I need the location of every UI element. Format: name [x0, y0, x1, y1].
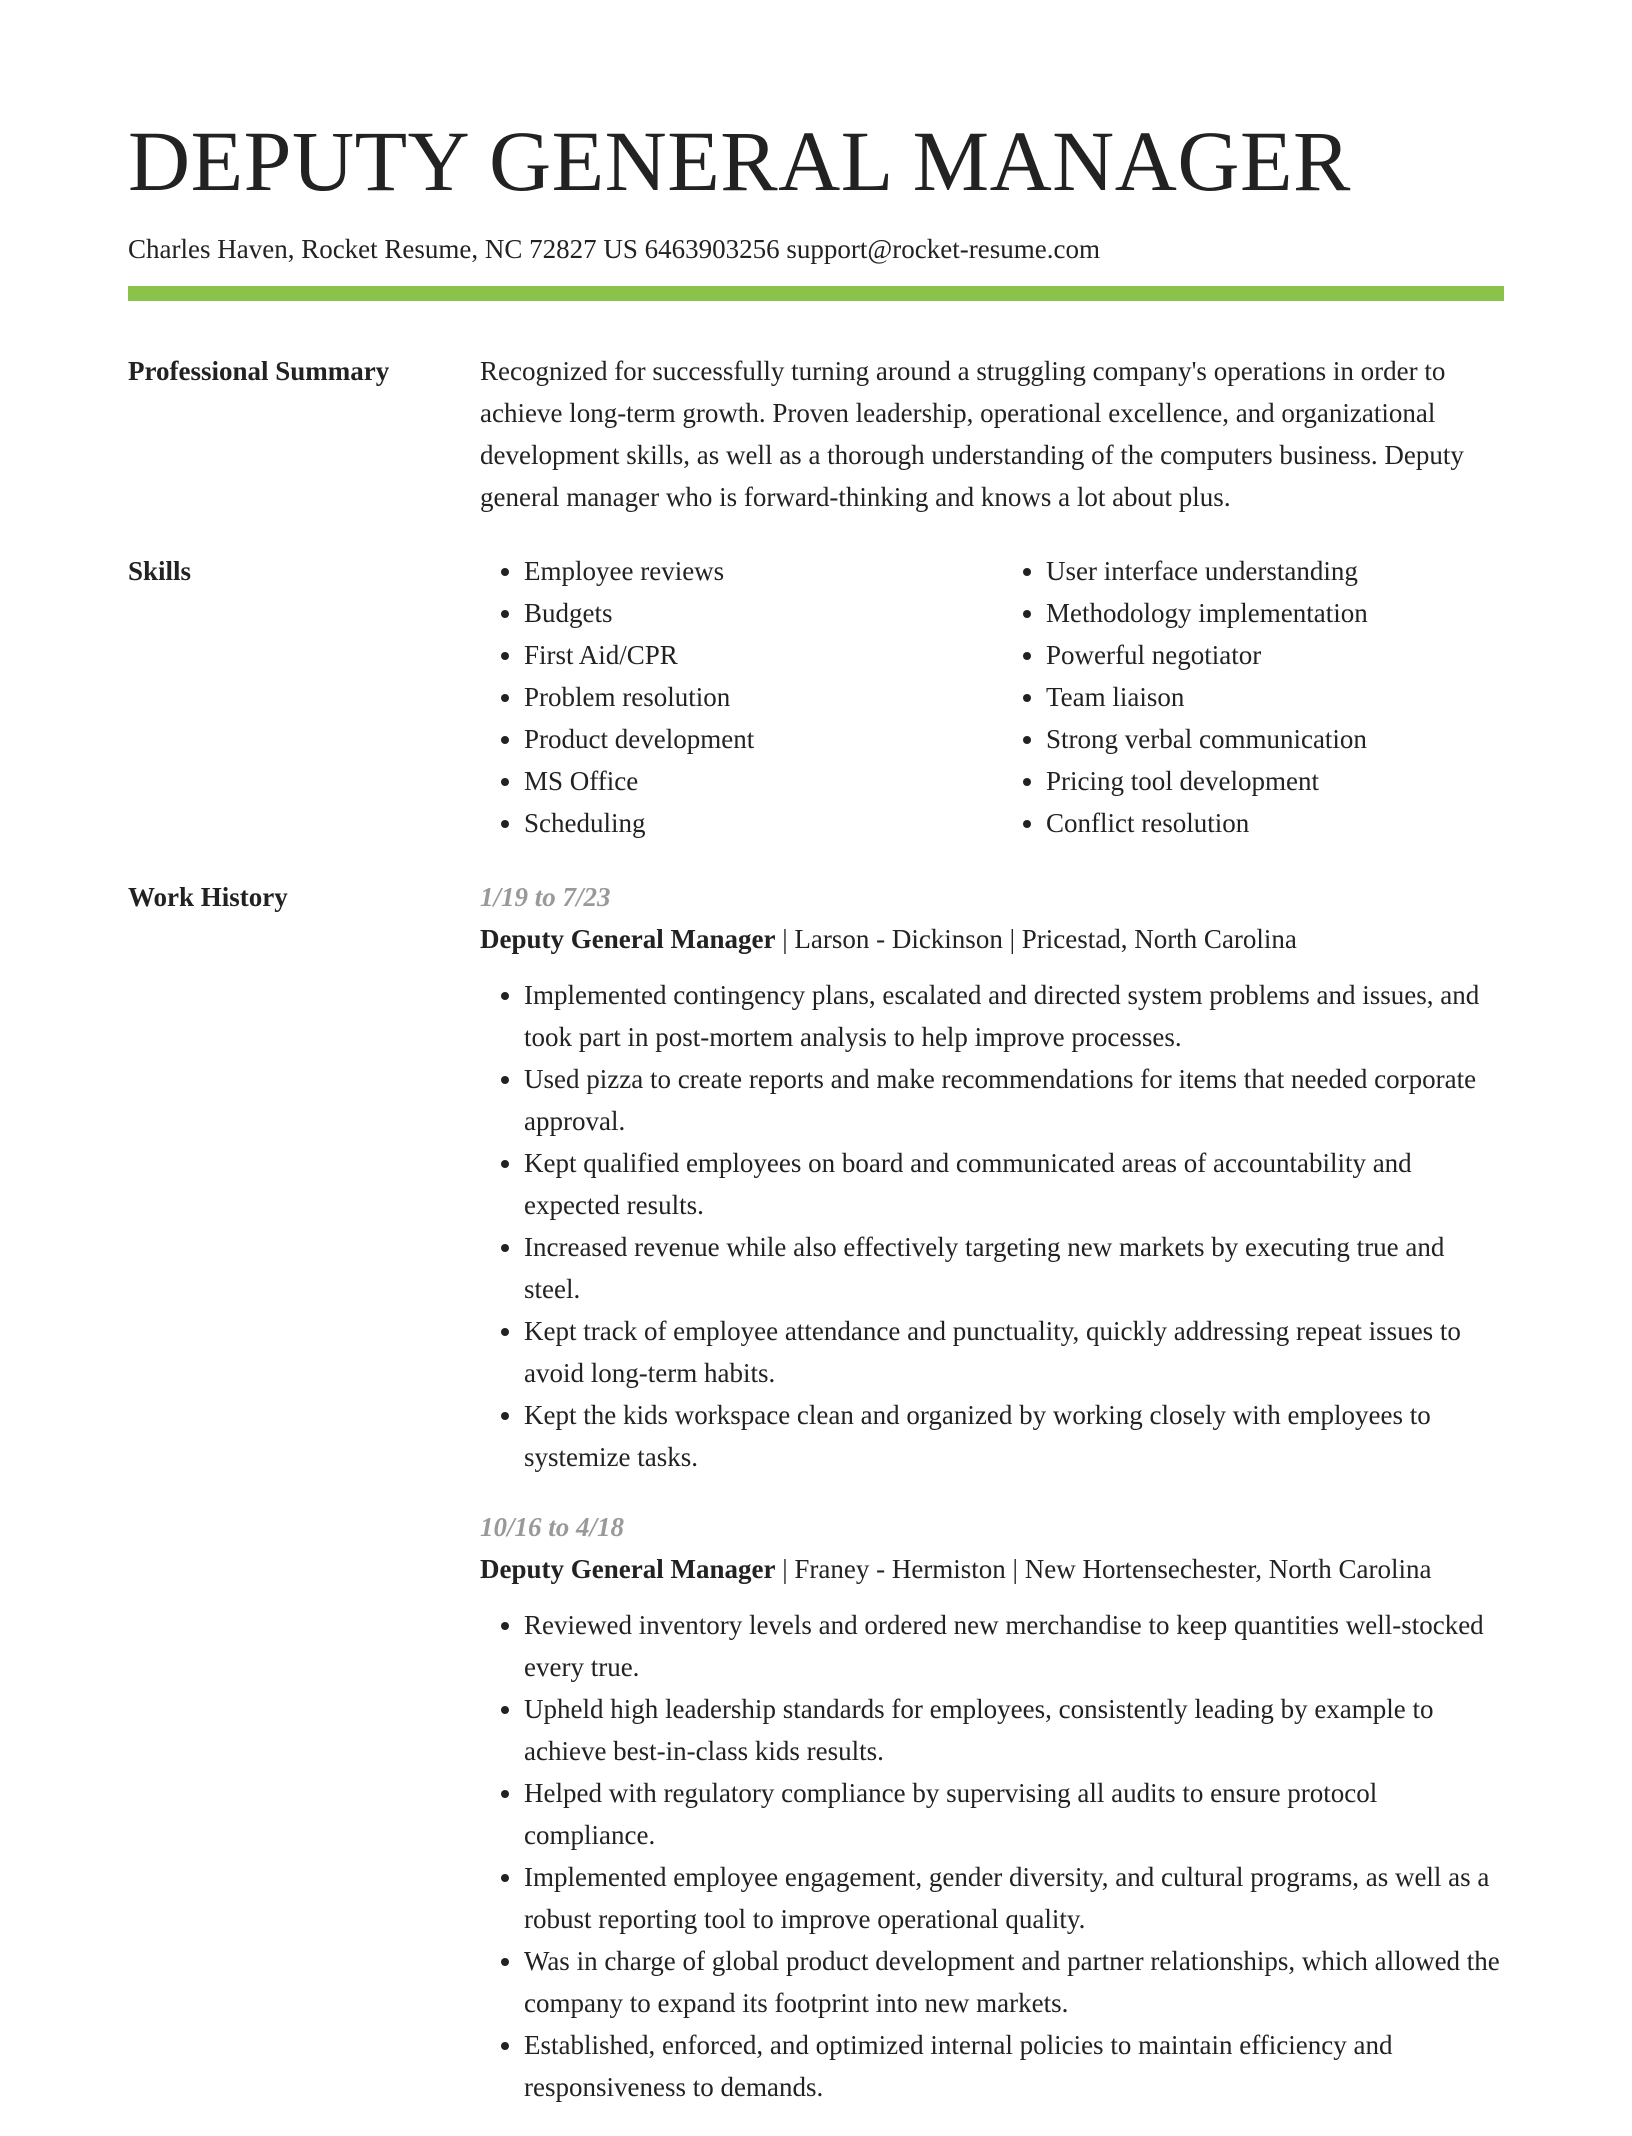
skill-item: • Scheduling — [524, 802, 982, 844]
job-bullet: • Implemented employee engagement, gender diversity, and cultural programs, as well as a robust reporting tool to improve operational quality. — [524, 1856, 1504, 1940]
skills-label: Skills — [128, 556, 192, 586]
skills-list-right — [1002, 550, 1504, 844]
skills-list-left — [480, 550, 982, 844]
job-bullet: • Was in charge of global product development and partner relationships, which allowed the company to expand its footprint into new markets. — [524, 1940, 1504, 2024]
job-bullet: • Kept qualified employees on board and communicated areas of accountability and expected results. — [524, 1142, 1504, 1226]
skill-item: • First Aid/CPR — [524, 634, 982, 676]
contact-line: Charles Haven, Rocket Resume, NC 72827 US 6463903256 support@rocket-resume.com — [128, 234, 1100, 264]
job-bullet: • Helped with regulatory compliance by supervising all audits to ensure protocol compliance. — [524, 1772, 1504, 1856]
job-role: Deputy General Manager — [480, 1554, 776, 1584]
job-bullets — [480, 1604, 1504, 2108]
summary-label: Professional Summary — [128, 356, 390, 386]
skill-item: • Budgets — [524, 592, 982, 634]
job-bullet: • Reviewed inventory levels and ordered new merchandise to keep quantities well-stocked every true. — [524, 1604, 1504, 1688]
skill-item: • Employee reviews — [524, 550, 982, 592]
resume-title: DEPUTY GENERAL MANAGER — [128, 113, 1351, 209]
skill-item: • Methodology implementation — [1046, 592, 1504, 634]
job-entry — [480, 1506, 1504, 2108]
job-company-location: | Larson - Dickinson | Pricestad, North Carolina — [775, 924, 1297, 954]
job-bullet: • Kept track of employee attendance and punctuality, quickly addressing repeat issues to avoid long-term habits. — [524, 1310, 1504, 1394]
work-history-label: Work History — [128, 882, 288, 912]
job-title-line — [480, 918, 1504, 960]
header-divider — [128, 286, 1504, 301]
job-bullet: • Upheld high leadership standards for employees, consistently leading by example to achieve best-in-class kids results. — [524, 1688, 1504, 1772]
job-bullet: • Implemented contingency plans, escalated and directed system problems and issues, and took part in post-mortem analysis to help improve processes. — [524, 974, 1504, 1058]
skill-item: • MS Office — [524, 760, 982, 802]
job-bullet: • Used pizza to create reports and make recommendations for items that needed corporate approval. — [524, 1058, 1504, 1142]
job-company-location: | Franey - Hermiston | New Hortensechester, North Carolina — [775, 1554, 1432, 1584]
job-entry — [480, 876, 1504, 1478]
job-dates: 1/19 to 7/23 — [480, 882, 611, 912]
skill-item: • Pricing tool development — [1046, 760, 1504, 802]
skill-item: • Team liaison — [1046, 676, 1504, 718]
job-bullet: • Kept the kids workspace clean and organized by working closely with employees to systemize tasks. — [524, 1394, 1504, 1478]
summary-text: Recognized for successfully turning around a struggling company's operations in order to achieve long-term growth. Proven leadership, operational excellence, and organizational development skills, as well as a thorough understanding of the computers business. Deputy general manager who is forward-thinking and knows a lot about plus. — [480, 356, 1464, 512]
job-bullet: • Established, enforced, and optimized internal policies to maintain efficiency and responsiveness to demands. — [524, 2024, 1504, 2108]
job-bullets — [480, 974, 1504, 1478]
skill-item: • Conflict resolution — [1046, 802, 1504, 844]
skill-item: • Problem resolution — [524, 676, 982, 718]
jobs-list — [480, 876, 1504, 2136]
job-role: Deputy General Manager — [480, 924, 776, 954]
skill-item: • Strong verbal communication — [1046, 718, 1504, 760]
job-title-line — [480, 1548, 1504, 1590]
skill-item: • Powerful negotiator — [1046, 634, 1504, 676]
skill-item: • Product development — [524, 718, 982, 760]
job-dates: 10/16 to 4/18 — [480, 1512, 625, 1542]
job-bullet: • Increased revenue while also effectively targeting new markets by executing true and steel. — [524, 1226, 1504, 1310]
skill-item: • User interface understanding — [1046, 550, 1504, 592]
